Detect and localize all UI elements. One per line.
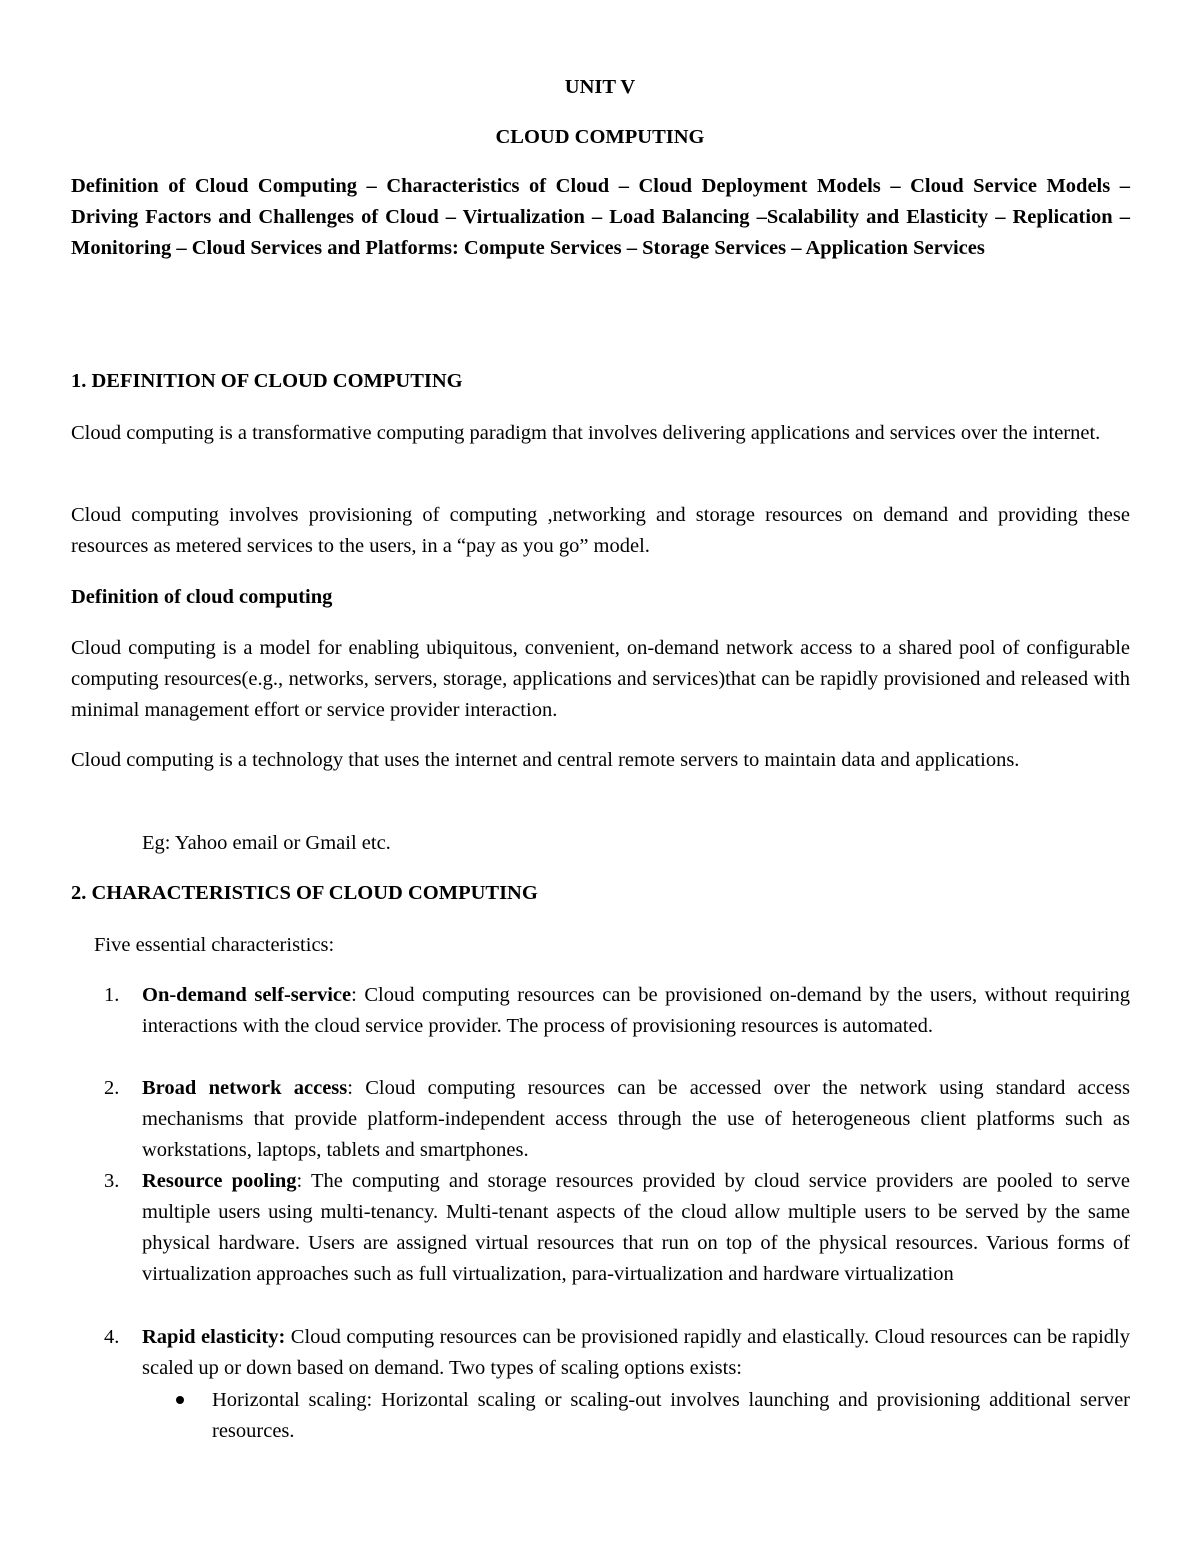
bullet-icon xyxy=(176,1396,184,1404)
list-item-term: Rapid elasticity: xyxy=(142,1326,286,1348)
section-1-heading: 1. DEFINITION OF CLOUD COMPUTING xyxy=(71,370,463,392)
page-title: CLOUD COMPUTING xyxy=(495,126,705,148)
list-item-text: : Cloud computing resources can be accessed over the network using standard access mechanisms that provide platform-independent access through the use of heterogeneous client platforms such as workstations, laptops, tablets and smartphones. xyxy=(142,1077,1130,1161)
section-2-heading: 2. CHARACTERISTICS OF CLOUD COMPUTING xyxy=(71,882,538,904)
list-item-number: 2. xyxy=(104,1077,120,1099)
bullet-item-text: Horizontal scaling: Horizontal scaling or scaling-out involves launching and provisioning additional server resources. xyxy=(212,1389,1130,1442)
section-1-paragraph-1: Cloud computing is a transformative computing paradigm that involves delivering applications and services over the internet. xyxy=(71,422,1101,444)
list-item-term: On-demand self-service xyxy=(142,984,352,1006)
list-item-number: 4. xyxy=(104,1326,120,1348)
list-item-term: Broad network access xyxy=(142,1077,348,1099)
syllabus-topics: Definition of Cloud Computing – Characteristics of Cloud – Cloud Deployment Models – Cloud Service Models – Driving Factors and Challenges of Cloud – Virtualization – Load Balancing –Scalability and Elasticity – Replication – Monitoring – Cloud Services and Platforms: Compute Services – Storage Services – Application Services xyxy=(71,175,1130,259)
list-item-text: : Cloud computing resources can be provisioned on-demand by the users, without requiring interactions with the cloud service provider. The process of provisioning resources is automated. xyxy=(142,984,1131,1037)
list-item-term: Resource pooling xyxy=(142,1170,297,1192)
section-1-paragraph-4: Cloud computing is a technology that uses the internet and central remote servers to maintain data and applications. xyxy=(71,749,1020,771)
list-item-text: Cloud computing resources can be provisioned rapidly and elastically. Cloud resources can be rapidly scaled up or down based on demand. Two types of scaling options exists: xyxy=(142,1326,1131,1379)
section-1-paragraph-2: Cloud computing involves provisioning of computing ,networking and storage resources on demand and providing these resources as metered services to the users, in a “pay as you go” model. xyxy=(71,504,1130,557)
list-item-number: 3. xyxy=(104,1170,120,1192)
list-item-text: : The computing and storage resources provided by cloud service providers are pooled to serve multiple users using multi-tenancy. Multi-tenant aspects of the cloud allow multiple users to be served by the same physical hardware. Users are assigned virtual resources that run on top of the physical resources. Various forms of virtualization approaches such as full virtualization, para-virtualization and hardware virtualization xyxy=(142,1170,1130,1285)
definition-subheading: Definition of cloud computing xyxy=(71,586,333,608)
example-line: Eg: Yahoo email or Gmail etc. xyxy=(142,832,391,854)
characteristics-intro: Five essential characteristics: xyxy=(94,934,335,956)
unit-label: UNIT V xyxy=(564,76,636,98)
list-item-number: 1. xyxy=(104,984,120,1006)
section-1-paragraph-3: Cloud computing is a model for enabling ubiquitous, convenient, on-demand network access to a shared pool of configurable computing resources(e.g., networks, servers, storage, applications and services)that can be rapidly provisioned and released with minimal management effort or service provider interaction. xyxy=(71,637,1130,721)
